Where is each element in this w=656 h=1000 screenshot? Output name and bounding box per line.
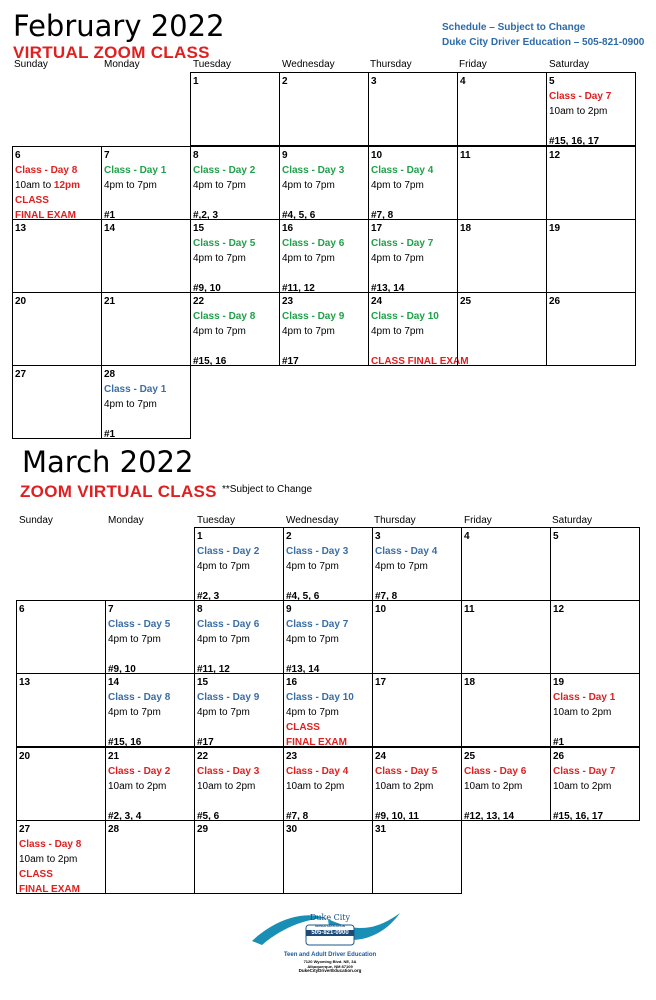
- class-time: 4pm to 7pm: [371, 253, 424, 264]
- march-day-cell: [550, 600, 640, 674]
- february-day-cell: [546, 219, 636, 293]
- march-day-cell: [283, 820, 373, 894]
- day-number: 6: [15, 150, 21, 161]
- class-time: 10am to 2pm: [286, 781, 345, 792]
- class-note: #15, 16, 17: [549, 136, 600, 147]
- day-number: 20: [15, 296, 27, 307]
- march-day-cell: [461, 527, 551, 601]
- day-number: 19: [549, 223, 561, 234]
- march-day-cell: [105, 600, 195, 674]
- class-note: #5, 6: [197, 811, 220, 822]
- class-note: CLASS: [15, 195, 49, 206]
- class-time: 4pm to 7pm: [282, 253, 335, 264]
- class-time: 10am to 2pm: [19, 854, 78, 865]
- day-number: 10: [375, 604, 387, 615]
- day-number: 20: [19, 751, 31, 762]
- day-number: 26: [553, 751, 565, 762]
- class-note: #7, 8: [286, 811, 309, 822]
- day-number: 31: [375, 824, 387, 835]
- march-day-cell: [105, 820, 195, 894]
- day-number: 7: [104, 150, 110, 161]
- class-label: Class - Day 4: [286, 766, 349, 777]
- weekday-wednesday: Wednesday: [282, 59, 335, 70]
- february-day-cell: [279, 292, 369, 366]
- class-note: #13, 14: [371, 283, 405, 294]
- class-label: Class - Day 1: [104, 165, 167, 176]
- class-label: Class - Day 3: [286, 546, 349, 557]
- class-label: Class - Day 9: [282, 311, 345, 322]
- day-number: 3: [375, 531, 381, 542]
- march-day-cell: [550, 673, 640, 747]
- day-number: 1: [197, 531, 203, 542]
- time-start: 10am to: [15, 180, 54, 191]
- day-number: 19: [553, 677, 565, 688]
- class-note: #15, 16: [108, 737, 142, 748]
- weekday-thursday: Thursday: [370, 59, 412, 70]
- day-number: 6: [19, 604, 25, 615]
- class-note: #7, 8: [371, 210, 394, 221]
- class-label: Class - Day 6: [197, 619, 260, 630]
- february-subtitle: VIRTUAL ZOOM CLASS: [13, 43, 210, 62]
- class-note: #13, 14: [286, 664, 320, 675]
- march-day-cell: [283, 600, 373, 674]
- day-number: 5: [553, 531, 559, 542]
- day-number: 23: [282, 296, 294, 307]
- weekday-saturday: Saturday: [552, 515, 593, 526]
- class-note: FINAL EXAM: [286, 737, 347, 748]
- weekday-friday: Friday: [459, 59, 487, 70]
- class-note: #,2, 3: [193, 210, 219, 221]
- day-number: 17: [371, 223, 383, 234]
- february-day-cell: [457, 292, 547, 366]
- day-number: 9: [282, 150, 288, 161]
- logo-subname: DRIVER EDUCATION: [315, 924, 345, 928]
- march-day-cell: [194, 527, 284, 601]
- march-day-cell: [105, 673, 195, 747]
- march-subject-note: **Subject to Change: [222, 484, 313, 495]
- weekday-friday: Friday: [464, 515, 492, 526]
- march-day-cell: [550, 747, 640, 821]
- class-time: 10am to 2pm: [375, 781, 434, 792]
- march-day-cell: [16, 747, 106, 821]
- class-note: #4, 5, 6: [282, 210, 316, 221]
- february-day-cell: [457, 72, 547, 146]
- day-number: 4: [460, 76, 466, 87]
- schedule-note: Schedule – Subject to Change: [442, 22, 586, 33]
- day-number: 16: [286, 677, 298, 688]
- february-day-cell: [546, 146, 636, 220]
- class-note: #1: [104, 429, 116, 440]
- day-number: 9: [286, 604, 292, 615]
- march-day-cell: [283, 673, 373, 747]
- class-time: 4pm to 7pm: [197, 561, 250, 572]
- class-note: #9, 10: [193, 283, 221, 294]
- class-time: 4pm to 7pm: [108, 707, 161, 718]
- class-label: Class - Day 10: [371, 311, 439, 322]
- class-label: Class - Day 3: [282, 165, 345, 176]
- class-label: Class - Day 2: [193, 165, 256, 176]
- day-number: 24: [371, 296, 383, 307]
- class-time: 10am to 2pm: [549, 106, 608, 117]
- day-number: 25: [464, 751, 476, 762]
- weekday-monday: Monday: [108, 515, 144, 526]
- class-note: #2, 3: [197, 591, 220, 602]
- march-day-cell: [16, 600, 106, 674]
- march-day-cell: [550, 527, 640, 601]
- day-number: 13: [15, 223, 27, 234]
- february-day-cell: [101, 219, 191, 293]
- day-number: 23: [286, 751, 298, 762]
- class-label: Class - Day 7: [553, 766, 616, 777]
- march-day-cell: [105, 747, 195, 821]
- weekday-sunday: Sunday: [19, 515, 53, 526]
- day-number: 2: [286, 531, 292, 542]
- class-label: Class - Day 1: [553, 692, 616, 703]
- day-number: 2: [282, 76, 288, 87]
- march-day-cell: [372, 527, 462, 601]
- class-time: [15, 178, 80, 193]
- time-end: 12pm: [53, 180, 81, 191]
- weekday-saturday: Saturday: [549, 59, 590, 70]
- class-label: Class - Day 3: [197, 766, 260, 777]
- weekday-wednesday: Wednesday: [286, 515, 339, 526]
- march-day-cell: [194, 820, 284, 894]
- march-title: March 2022: [22, 445, 194, 479]
- day-number: 11: [460, 150, 471, 161]
- day-number: 28: [104, 369, 116, 380]
- day-number: 10: [371, 150, 383, 161]
- class-note: #4, 5, 6: [286, 591, 320, 602]
- march-day-cell: [461, 600, 551, 674]
- day-number: 15: [197, 677, 209, 688]
- logo-address-1: 7120 Wyoming Blvd. NE, 3A: [303, 959, 357, 964]
- march-subtitle: ZOOM VIRTUAL CLASS: [20, 482, 217, 501]
- day-number: 8: [193, 150, 199, 161]
- class-label: Class - Day 4: [371, 165, 434, 176]
- weekday-monday: Monday: [104, 59, 140, 70]
- march-day-cell: [283, 747, 373, 821]
- class-label: Class - Day 6: [282, 238, 345, 249]
- class-note: #12, 13, 14: [464, 811, 515, 822]
- class-label: Class - Day 9: [197, 692, 260, 703]
- class-label: Class - Day 8: [15, 165, 78, 176]
- day-number: 27: [19, 824, 31, 835]
- february-day-cell: [546, 72, 636, 146]
- february-day-cell: [101, 146, 191, 220]
- day-number: 21: [108, 751, 120, 762]
- weekday-tuesday: Tuesday: [193, 59, 231, 70]
- weekday-tuesday: Tuesday: [197, 515, 235, 526]
- class-note: #15, 16, 17: [553, 811, 604, 822]
- logo-name: Duke City: [309, 913, 351, 922]
- day-number: 5: [549, 76, 555, 87]
- day-number: 30: [286, 824, 298, 835]
- march-day-cell: [461, 673, 551, 747]
- february-day-cell: [546, 292, 636, 366]
- class-label: Class - Day 8: [108, 692, 171, 703]
- class-label: Class - Day 8: [193, 311, 256, 322]
- day-number: 18: [460, 223, 472, 234]
- class-note: CLASS: [19, 869, 53, 880]
- duke-city-logo: [250, 905, 410, 955]
- february-day-cell: [190, 146, 280, 220]
- day-number: 28: [108, 824, 120, 835]
- class-label: Class - Day 7: [371, 238, 434, 249]
- class-time: 10am to 2pm: [108, 781, 167, 792]
- day-number: 16: [282, 223, 294, 234]
- class-time: 4pm to 7pm: [375, 561, 428, 572]
- day-number: 14: [108, 677, 120, 688]
- march-day-cell: [372, 820, 462, 894]
- class-label: Class - Day 1: [104, 384, 167, 395]
- february-day-cell: [12, 365, 102, 439]
- day-number: 27: [15, 369, 27, 380]
- class-note: CLASS FINAL EXAM: [371, 356, 469, 367]
- weekday-sunday: Sunday: [14, 59, 48, 70]
- day-number: 8: [197, 604, 203, 615]
- day-number: 18: [464, 677, 476, 688]
- class-time: 4pm to 7pm: [193, 326, 246, 337]
- february-day-cell: [190, 72, 280, 146]
- class-label: Class - Day 5: [193, 238, 256, 249]
- march-day-cell: [372, 747, 462, 821]
- logo-website: DukeCityDriverEducation.org: [298, 968, 362, 973]
- class-label: Class - Day 8: [19, 839, 82, 850]
- class-label: Class - Day 7: [549, 91, 612, 102]
- class-label: Class - Day 2: [197, 546, 260, 557]
- march-day-cell: [372, 673, 462, 747]
- february-day-cell: [190, 219, 280, 293]
- day-number: 4: [464, 531, 470, 542]
- march-day-cell: [461, 747, 551, 821]
- day-number: 17: [375, 677, 387, 688]
- class-note: #17: [197, 737, 214, 748]
- february-day-cell: [12, 146, 102, 220]
- logo-phone: 505-821-0900: [306, 930, 354, 936]
- day-number: 21: [104, 296, 116, 307]
- march-day-cell: [16, 820, 106, 894]
- day-number: 22: [197, 751, 209, 762]
- day-number: 3: [371, 76, 377, 87]
- day-number: 11: [464, 604, 475, 615]
- march-day-cell: [194, 747, 284, 821]
- february-day-cell: [368, 219, 458, 293]
- class-time: 4pm to 7pm: [282, 326, 335, 337]
- february-day-cell: [368, 72, 458, 146]
- day-number: 26: [549, 296, 561, 307]
- class-note: #7, 8: [375, 591, 398, 602]
- class-time: 4pm to 7pm: [286, 561, 339, 572]
- class-time: 4pm to 7pm: [371, 180, 424, 191]
- class-note: #2, 3, 4: [108, 811, 142, 822]
- weekday-thursday: Thursday: [374, 515, 416, 526]
- class-note: #1: [104, 210, 116, 221]
- class-time: 10am to 2pm: [197, 781, 256, 792]
- class-label: Class - Day 2: [108, 766, 171, 777]
- class-label: Class - Day 6: [464, 766, 527, 777]
- day-number: 13: [19, 677, 31, 688]
- february-day-cell: [457, 146, 547, 220]
- class-time: 10am to 2pm: [464, 781, 523, 792]
- day-number: 14: [104, 223, 116, 234]
- class-note: #9, 10, 11: [375, 811, 419, 822]
- class-note: FINAL EXAM: [19, 884, 80, 895]
- class-time: 4pm to 7pm: [193, 180, 246, 191]
- march-day-cell: [194, 673, 284, 747]
- class-note: #1: [553, 737, 565, 748]
- class-time: 4pm to 7pm: [104, 399, 157, 410]
- february-day-cell: [101, 292, 191, 366]
- february-day-cell: [190, 292, 280, 366]
- day-number: 7: [108, 604, 114, 615]
- class-time: 4pm to 7pm: [197, 707, 250, 718]
- february-day-cell: [279, 219, 369, 293]
- class-note: #11, 12: [282, 283, 315, 294]
- march-day-cell: [16, 673, 106, 747]
- class-time: 4pm to 7pm: [193, 253, 246, 264]
- class-time: 4pm to 7pm: [371, 326, 424, 337]
- february-day-cell: [12, 219, 102, 293]
- day-number: 22: [193, 296, 205, 307]
- class-time: 4pm to 7pm: [286, 634, 339, 645]
- class-label: Class - Day 5: [108, 619, 171, 630]
- day-number: 12: [549, 150, 561, 161]
- class-label: Class - Day 7: [286, 619, 349, 630]
- day-number: 24: [375, 751, 387, 762]
- february-day-cell: [279, 146, 369, 220]
- class-label: Class - Day 5: [375, 766, 438, 777]
- february-day-cell: [279, 72, 369, 146]
- march-day-cell: [194, 600, 284, 674]
- day-number: 15: [193, 223, 205, 234]
- class-time: 4pm to 7pm: [286, 707, 339, 718]
- february-day-cell: [101, 365, 191, 439]
- class-time: 4pm to 7pm: [104, 180, 157, 191]
- day-number: 29: [197, 824, 209, 835]
- february-day-cell: [12, 292, 102, 366]
- class-note: FINAL EXAM: [15, 210, 76, 221]
- class-time: 10am to 2pm: [553, 781, 612, 792]
- class-time: 10am to 2pm: [553, 707, 612, 718]
- class-note: #9, 10: [108, 664, 136, 675]
- class-label: Class - Day 10: [286, 692, 354, 703]
- logo-tagline: Teen and Adult Driver Education: [283, 952, 377, 958]
- company-phone-line: Duke City Driver Education – 505-821-0900: [442, 37, 645, 48]
- day-number: 1: [193, 76, 199, 87]
- class-note: CLASS: [286, 722, 320, 733]
- class-note: #17: [282, 356, 299, 367]
- logo-address-2: Albuquerque, NM 87109: [307, 964, 353, 969]
- class-time: 4pm to 7pm: [108, 634, 161, 645]
- class-note: #11, 12: [197, 664, 230, 675]
- march-day-cell: [372, 600, 462, 674]
- class-note: #15, 16: [193, 356, 227, 367]
- day-number: 25: [460, 296, 472, 307]
- february-title: February 2022: [13, 9, 225, 43]
- class-label: Class - Day 4: [375, 546, 438, 557]
- february-day-cell: [457, 219, 547, 293]
- class-time: 4pm to 7pm: [282, 180, 335, 191]
- february-day-cell: [368, 146, 458, 220]
- class-time: 4pm to 7pm: [197, 634, 250, 645]
- march-day-cell: [283, 527, 373, 601]
- day-number: 12: [553, 604, 565, 615]
